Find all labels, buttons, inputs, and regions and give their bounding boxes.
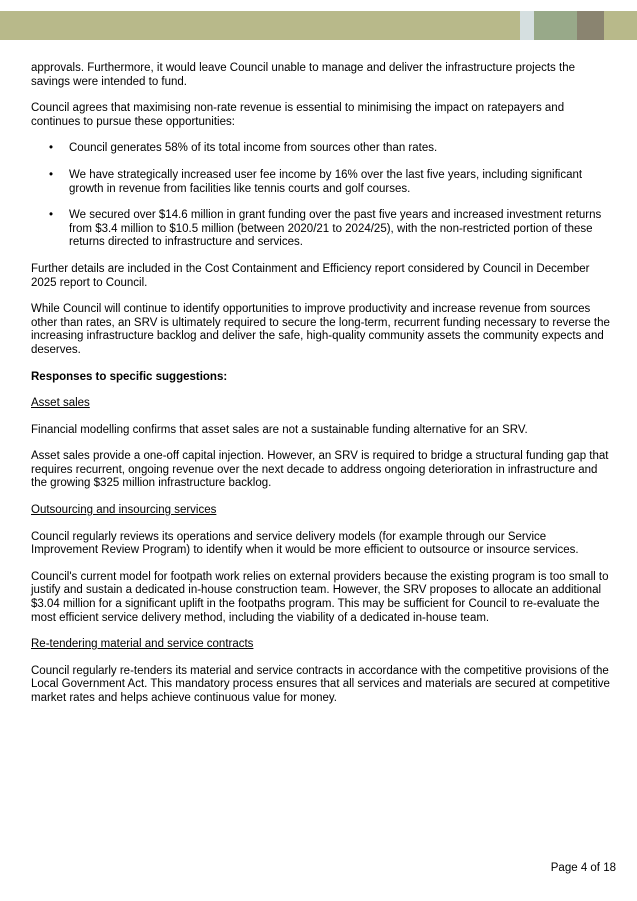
list-item-text: Council generates 58% of its total income from sources other than rates. <box>69 142 438 155</box>
list-item-text: We secured over $14.6 million in grant funding over the past five years and increased investment returns from $3.4 million to $10.5 million (between 2020/21 to 2024/25), with the non-restricted portion of these returns directed to infrastructure and services. <box>69 209 602 249</box>
bullet-icon: • <box>49 168 54 181</box>
bullet-icon: • <box>49 142 54 155</box>
section-heading: Responses to specific suggestions: <box>31 370 228 383</box>
header-color-block <box>520 11 534 40</box>
subsection-heading-asset-sales: Asset sales <box>31 397 90 410</box>
subsection-heading-retendering: Re-tendering material and service contracts <box>31 638 254 651</box>
list-item <box>31 209 616 250</box>
paragraph: Further details are included in the Cost Containment and Efficiency report considered by Council in December 2025 report to Council. <box>31 262 590 289</box>
subsection-heading-outsourcing: Outsourcing and insourcing services <box>31 504 217 517</box>
paragraph: While Council will continue to identify opportunities to improve productivity and increase revenue from sources other than rates, an SRV is ultimately required to secure the long-term, recurrent funding necessary to reverse the increasing infrastructure backlog and deliver the safe, high-quality community assets the community expects and deserves. <box>31 303 610 356</box>
paragraph: Asset sales provide a one-off capital injection. However, an SRV is required to bridge a structural funding gap that requires recurrent, ongoing revenue over the next decade to address ongoing deterioration in infrastructure and the growing $325 million infrastructure backlog. <box>31 450 609 490</box>
paragraph: Council regularly re-tenders its material and service contracts in accordance with the competitive provisions of the Local Government Act. This mandatory process ensures that all services and materials are secured at competitive market rates and helps achieve continuous value for money. <box>31 664 610 704</box>
header-color-block <box>604 11 637 40</box>
list-item-text: We have strategically increased user fee income by 16% over the last five years, including significant growth in revenue from facilities like tennis courts and golf courses. <box>69 168 583 195</box>
paragraph: Financial modelling confirms that asset sales are not a sustainable funding alternative for an SRV. <box>31 423 528 436</box>
document-body <box>31 62 616 719</box>
paragraph: Council regularly reviews its operations and service delivery models (for example through our Service Improvement Review Program) to identify when it would be more efficient to outsource or insource services. <box>31 530 579 557</box>
paragraph: Council's current model for footpath work relies on external providers because the existing program is too small to justify and sustain a dedicated in-house construction team. However, the SRV proposes to allocate an additional $3.04 million for a significant uplift in the footpaths program. This may be sufficient for Council to re-evaluate the most efficient service delivery method, including the viability of a dedicated in-house team. <box>31 570 609 624</box>
bullet-icon: • <box>49 209 54 222</box>
page-number: Page 4 of 18 <box>550 862 616 874</box>
list-item <box>31 142 616 156</box>
paragraph: approvals. Furthermore, it would leave Council unable to manage and deliver the infrastructure projects the savings were intended to fund. <box>31 62 575 88</box>
bullet-list <box>31 142 616 250</box>
paragraph: Council agrees that maximising non-rate revenue is essential to minimising the impact on ratepayers and continues to pursue these opportunities: <box>31 102 565 128</box>
header-band <box>0 11 637 40</box>
header-color-block <box>534 11 577 40</box>
header-color-block <box>577 11 604 40</box>
list-item <box>31 169 616 196</box>
